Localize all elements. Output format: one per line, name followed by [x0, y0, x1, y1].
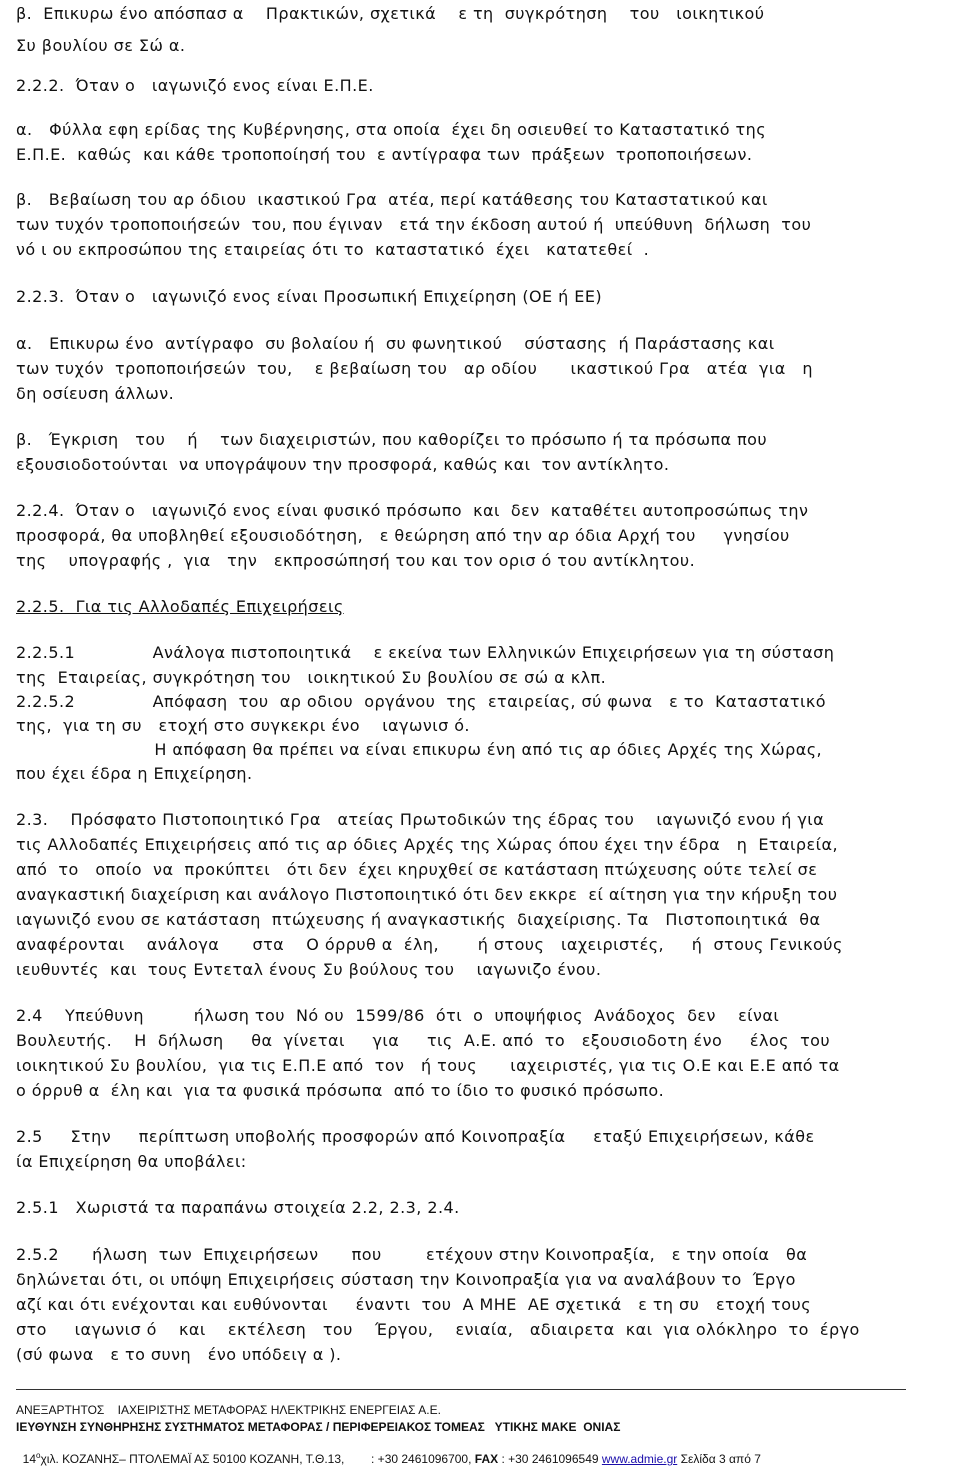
text-line: β. Επικυρω ένο απόσπασ α Πρακτικών, σχετικά ε τη συγκρότηση του ιοικητικού — [16, 4, 765, 23]
section-heading: 2.2.3. Όταν ο ιαγωνιζό ενος είναι Προσωπική Επιχείρηση (ΟΕ ή ΕΕ) — [16, 287, 603, 306]
text-line: της υπογραφής , για την εκπροσώπησή του και τον ορισ ό του αντίκλητου. — [16, 551, 696, 570]
footer-address-sup: ο — [36, 1451, 41, 1460]
text-line: ία Επιχείρηση θα υποβάλει: — [16, 1152, 247, 1171]
text-line: Συ βουλίου σε Σώ α. — [16, 36, 186, 55]
text-line: β. Βεβαίωση του αρ όδιου ικαστικού Γρα ατέα, περί κατάθεσης του Καταστατικού και — [16, 190, 768, 209]
text-line: τις Αλλοδαπές Επιχειρήσεις από τις αρ όδιες Αρχές της Χώρας όπου έχει την έδρα η Εταιρεία, — [16, 835, 838, 854]
text-line: δη οσίευση άλλων. — [16, 384, 175, 403]
text-line: που έχει έδρα η Επιχείρηση. — [16, 764, 253, 783]
footer-address — [16, 1438, 761, 1466]
text-line: ιευθυντές και τους Εντεταλ ένους Συ βούλους του ιαγωνιζο ένου. — [16, 960, 602, 979]
text-line: νό ι ου εκπροσώπου της εταιρείας ότι το καταστατικό έχει κατατεθεί . — [16, 240, 650, 259]
text-line: αναφέρονται ανάλογα στα Ο όρρυθ α έλη, ή στους ιαχειριστές, ή στους Γενικούς — [16, 935, 843, 954]
section-heading-foreign: 2.2.5. Για τις Αλλοδαπές Επιχειρήσεις — [16, 597, 344, 616]
text-line: των τυχόν τροποποιήσεών του, που έγιναν ετά την έκδοση αυτού ή υπεύθυνη δήλωση του — [16, 215, 812, 234]
text-line: 2.5 Στην περίπτωση υποβολής προσφορών από Κοινοπραξία εταξύ Επιχειρήσεων, κάθε — [16, 1127, 815, 1146]
text-line: ιαγωνιζό ενου σε κατάσταση πτώχευσης ή αναγκαστικής διαχείρισης. Τα Πιστοποιητικά θα — [16, 910, 821, 929]
text-line: 2.5.1 Χωριστά τα παραπάνω στοιχεία 2.2, 2.3, 2.4. — [16, 1198, 460, 1217]
text-line: της, για τη συ ετοχή στο συγκεκρι ένο ιαγωνισ ό. — [16, 716, 470, 735]
footer-address-text: χιλ. ΚΟΖΑΝΗΣ– ΠΤΟΛΕΜΑΪ ΑΣ 50100 ΚΟΖΑΝΗ, Τ.Θ.13, : +30 2461096700, — [40, 1452, 475, 1466]
footer-department: ΙΕΥΘΥΝΣΗ ΣΥΝΘΗΡΗΣΗΣ ΣΥΣΤΗΜΑΤΟΣ ΜΕΤΑΦΟΡΑΣ / ΠΕΡΙΦΕΡΕΙΑΚΟΣ ΤΟΜΕΑΣ ΥΤΙΚΗΣ ΜΑΚΕ ΟΝΙΑΣ — [16, 1420, 621, 1434]
text-line: 2.2.2. Όταν ο ιαγωνιζό ενος είναι Ε.Π.Ε. — [16, 76, 374, 95]
text-line: εξουσιοδοτούνται να υπογράψουν την προσφορά, καθώς και τον αντίκλητο. — [16, 455, 670, 474]
footer-page-number: Σελίδα 3 από 7 — [677, 1452, 761, 1466]
footer-fax: : +30 2461096549 — [498, 1452, 602, 1466]
text-line: στο ιαγωνισ ό και εκτέλεση του Έργου, ενιαία, αδιαιρετα και για ολόκληρο το έργο — [16, 1320, 860, 1339]
text-line: 2.3. Πρόσφατο Πιστοποιητικό Γρα ατείας Πρωτοδικών της έδρας του ιαγωνιζό ενου ή για — [16, 810, 825, 829]
text-line: Βουλευτής. Η δήλωση θα γίνεται για τις Α.Ε. από το εξουσιοδοτη ένο έλος του — [16, 1031, 831, 1050]
text-line: 2.2.5.1 Ανάλογα πιστοποιητικά ε εκείνα των Ελληνικών Επιχειρήσεων για τη σύσταση — [16, 643, 835, 662]
text-line: αζί και ότι ενέχονται και ευθύνονται έναντι του Α ΜΗΕ ΑΕ σχετικά ε τη συ ετοχή τους — [16, 1295, 812, 1314]
text-line: από το οποίο να προκύπτει ότι δεν έχει κηρυχθεί σε κατάσταση πτώχευσης ούτε τελεί σε — [16, 860, 818, 879]
text-line: (σύ φωνα ε το συνη ένο υπόδειγ α ). — [16, 1345, 342, 1364]
text-line: προσφορά, θα υποβληθεί εξουσιοδότηση, ε θεώρηση από την αρ όδια Αρχή του γνησίου — [16, 526, 790, 545]
text-line: Ε.Π.Ε. καθώς και κάθε τροποποίησή του ε αντίγραφα των πράξεων τροποποιήσεων. — [16, 145, 753, 164]
footer-fax-label: FAX — [474, 1452, 499, 1466]
text-line: των τυχόν τροποποιήσεών του, ε βεβαίωση του αρ οδίου ικαστικού Γρα ατέα για η — [16, 359, 813, 378]
text-line: Η απόφαση θα πρέπει να είναι επικυρω ένη από τις αρ όδιες Αρχές της Χώρας, — [16, 740, 823, 759]
text-line: α. Φύλλα εφη ερίδας της Κυβέρνησης, στα οποία έχει δη οσιευθεί το Καταστατικό της — [16, 120, 767, 139]
text-line: α. Επικυρω ένο αντίγραφο συ βολαίου ή συ φωνητικού σύστασης ή Παράστασης και — [16, 334, 775, 353]
text-line: 2.4 Υπεύθυνη ήλωση του Νό ου 1599/86 ότι ο υποψήφιος Ανάδοχος δεν είναι — [16, 1006, 780, 1025]
footer-divider — [16, 1389, 906, 1390]
text-line: ο όρρυθ α έλη και για τα φυσικά πρόσωπα από το ίδιο το φυσικό πρόσωπο. — [16, 1081, 665, 1100]
footer-address-num: 14 — [22, 1452, 37, 1466]
text-line: της Εταιρείας, συγκρότηση του ιοικητικού Συ βουλίου σε σώ α κλπ. — [16, 668, 607, 687]
text-line: δηλώνεται ότι, οι υπόψη Επιχειρήσεις σύσταση την Κοινοπραξία για να αναλάβουν το Έργο — [16, 1270, 796, 1289]
footer-company: ΑΝΕΞΑΡΤΗΤΟΣ ΙΑΧΕΙΡΙΣΤΗΣ ΜΕΤΑΦΟΡΑΣ ΗΛΕΚΤΡΙΚΗΣ ΕΝΕΡΓΕΙΑΣ Α.Ε. — [16, 1403, 441, 1417]
text-line: β. Έγκριση του ή των διαχειριστών, που καθορίζει το πρόσωπο ή τα πρόσωπα που — [16, 430, 768, 449]
text-line: 2.5.2 ήλωση των Επιχειρήσεων που ετέχουν στην Κοινοπραξία, ε την οποία θα — [16, 1245, 808, 1264]
text-line: αναγκαστική διαχείριση και ανάλογο Πιστοποιητικό ότι δεν εκκρε εί αίτηση για την κήρυξη του — [16, 885, 838, 904]
text-line: ιοικητικού Συ βουλίου, για τις Ε.Π.Ε από τον ή τους ιαχειριστές, για τις Ο.Ε και Ε.Ε από τα — [16, 1056, 840, 1075]
text-line: 2.2.4. Όταν ο ιαγωνιζό ενος είναι φυσικό πρόσωπο και δεν καταθέτει αυτοπροσώπως την — [16, 501, 809, 520]
text-line: 2.2.5.2 Απόφαση του αρ οδιου οργάνου της εταιρείας, σύ φωνα ε το Καταστατικό — [16, 692, 826, 711]
footer-website-link[interactable]: www.admie.gr — [601, 1452, 678, 1466]
